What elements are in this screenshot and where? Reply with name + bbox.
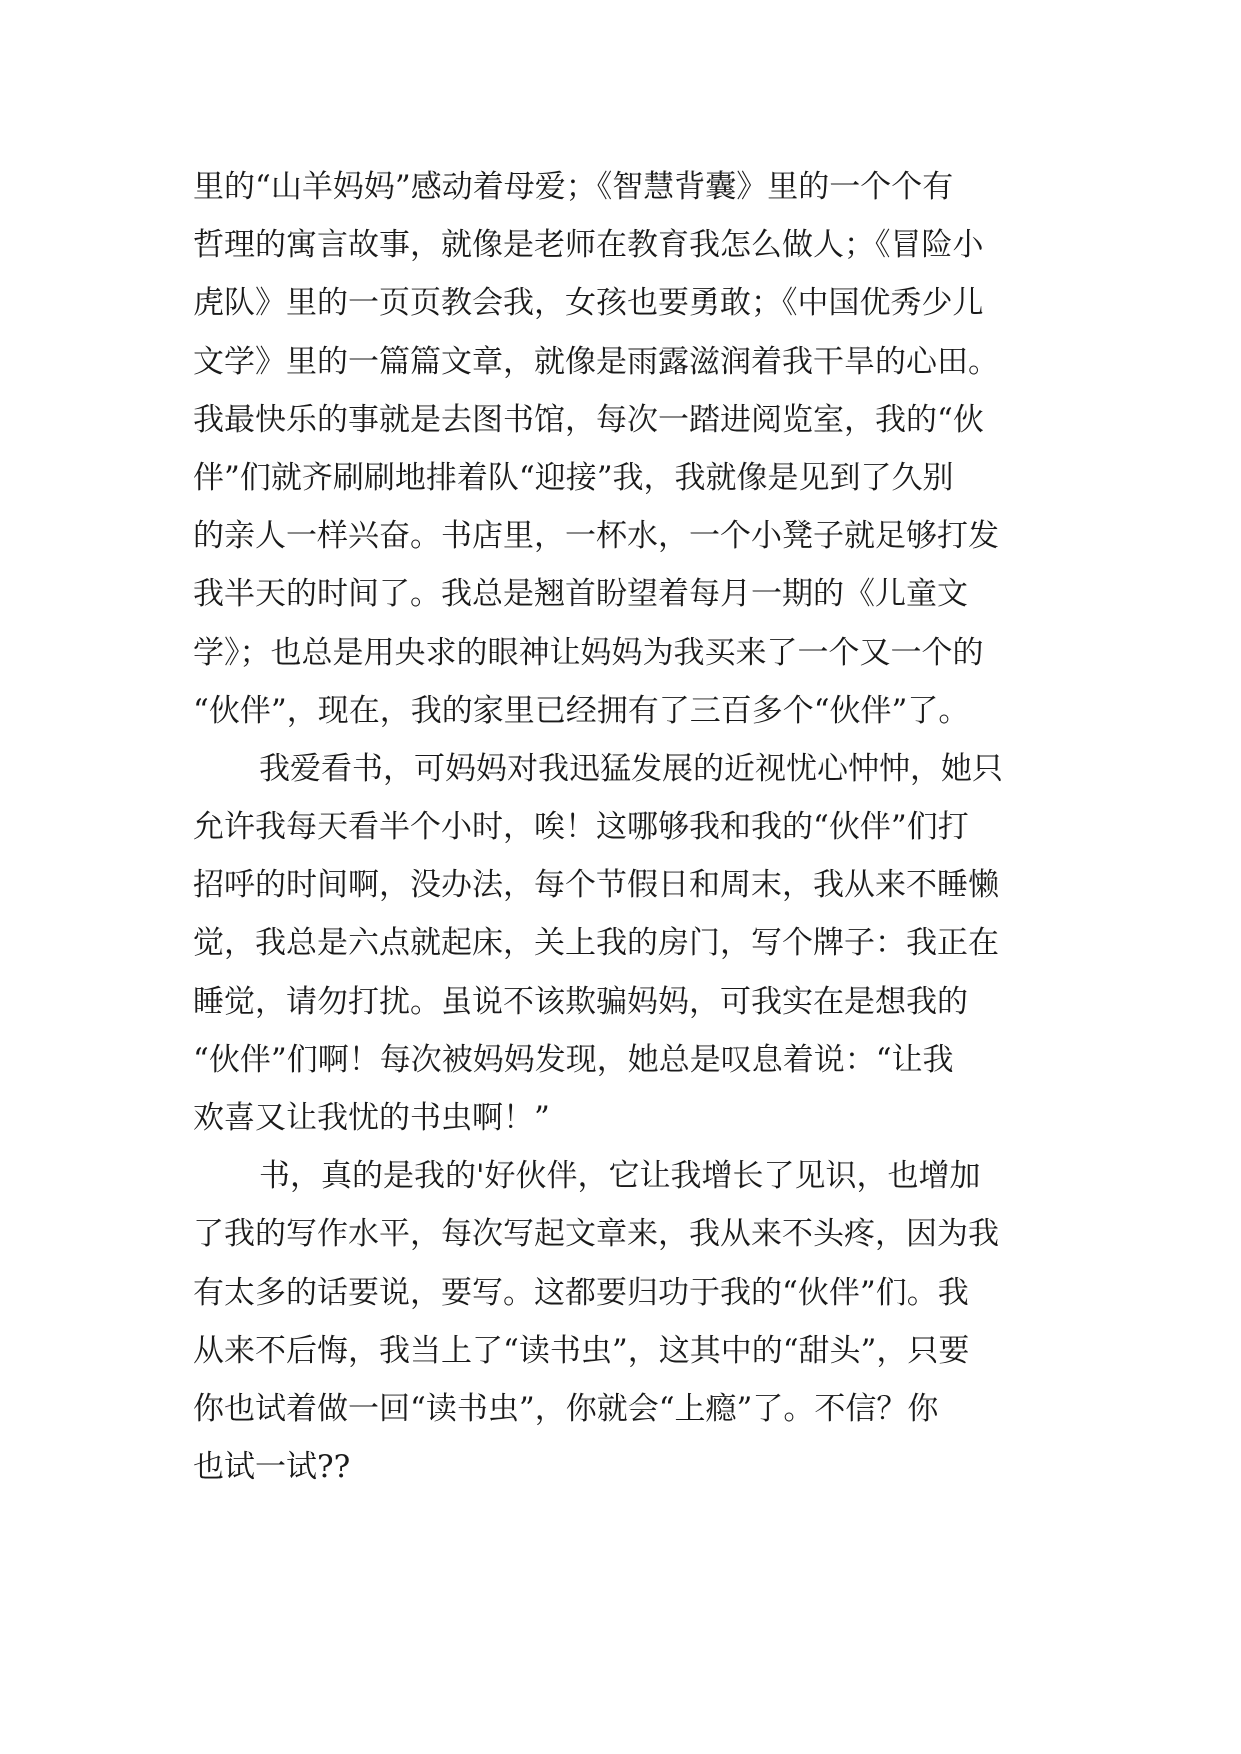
text-line: 虎队》里的一页页教会我，女孩也要勇敢；《中国优秀少儿 (193, 285, 984, 322)
text-line: 你也试着做一回“读书虫”，你就会“上瘾”了。不信？你 (193, 1390, 939, 1427)
text-line: 文学》里的一篇篇文章，就像是雨露滋润着我干旱的心田。 (193, 343, 999, 380)
paragraph-1 (193, 158, 1073, 740)
text-line: 了我的写作水平，每次写起文章来，我从来不头疼，因为我 (193, 1216, 999, 1253)
text-line: 招呼的时间啊，没办法，每个节假日和周末，我从来不睡懒 (193, 867, 999, 904)
text-line: 有太多的话要说，要写。这都要归功于我的“伙伴”们。我 (193, 1274, 969, 1311)
text-line: 哲理的寓言故事，就像是老师在教育我怎么做人；《冒险小 (193, 227, 984, 264)
text-line: 我爱看书，可妈妈对我迅猛发展的近视忧心忡忡，她只 (259, 750, 1003, 787)
text-line: “伙伴”，现在，我的家里已经拥有了三百多个“伙伴”了。 (193, 692, 970, 729)
text-line: “伙伴”们啊！每次被妈妈发现，她总是叹息着说：“让我 (193, 1041, 954, 1078)
text-line: 从来不后悔，我当上了“读书虫”，这其中的“甜头”，只要 (193, 1332, 970, 1369)
text-line: 欢喜又让我忧的书虫啊！” (193, 1100, 550, 1136)
paragraph-2 (193, 740, 1073, 1147)
text-line: 允许我每天看半个小时，唉！这哪够我和我的“伙伴”们打 (193, 809, 969, 846)
text-line: 书，真的是我的'好伙伴，它让我增长了见识，也增加 (259, 1158, 981, 1195)
text-line: 也试一试?? (193, 1449, 351, 1486)
text-line: 我最快乐的事就是去图书馆，每次一踏进阅览室，我的“伙 (193, 401, 984, 438)
text-line: 觉，我总是六点就起床，关上我的房门，写个牌子：我正在 (193, 925, 999, 962)
text-line: 我半天的时间了。我总是翘首盼望着每月一期的《儿童文 (193, 576, 968, 613)
text-line: 的亲人一样兴奋。书店里，一杯水，一个小凳子就足够打发 (193, 518, 999, 555)
paragraph-3 (193, 1147, 1073, 1496)
body-text (193, 158, 1073, 1496)
text-line: 睡觉，请勿打扰。虽说不该欺骗妈妈，可我实在是想我的 (193, 983, 968, 1020)
text-line: 学》；也总是用央求的眼神让妈妈为我买来了一个又一个的 (193, 634, 984, 671)
text-line: 里的“山羊妈妈”感动着母爱；《智慧背囊》里的一个个有 (193, 169, 954, 205)
text-line: 伴”们就齐刷刷地排着队“迎接”我，我就像是见到了久别 (193, 459, 954, 496)
